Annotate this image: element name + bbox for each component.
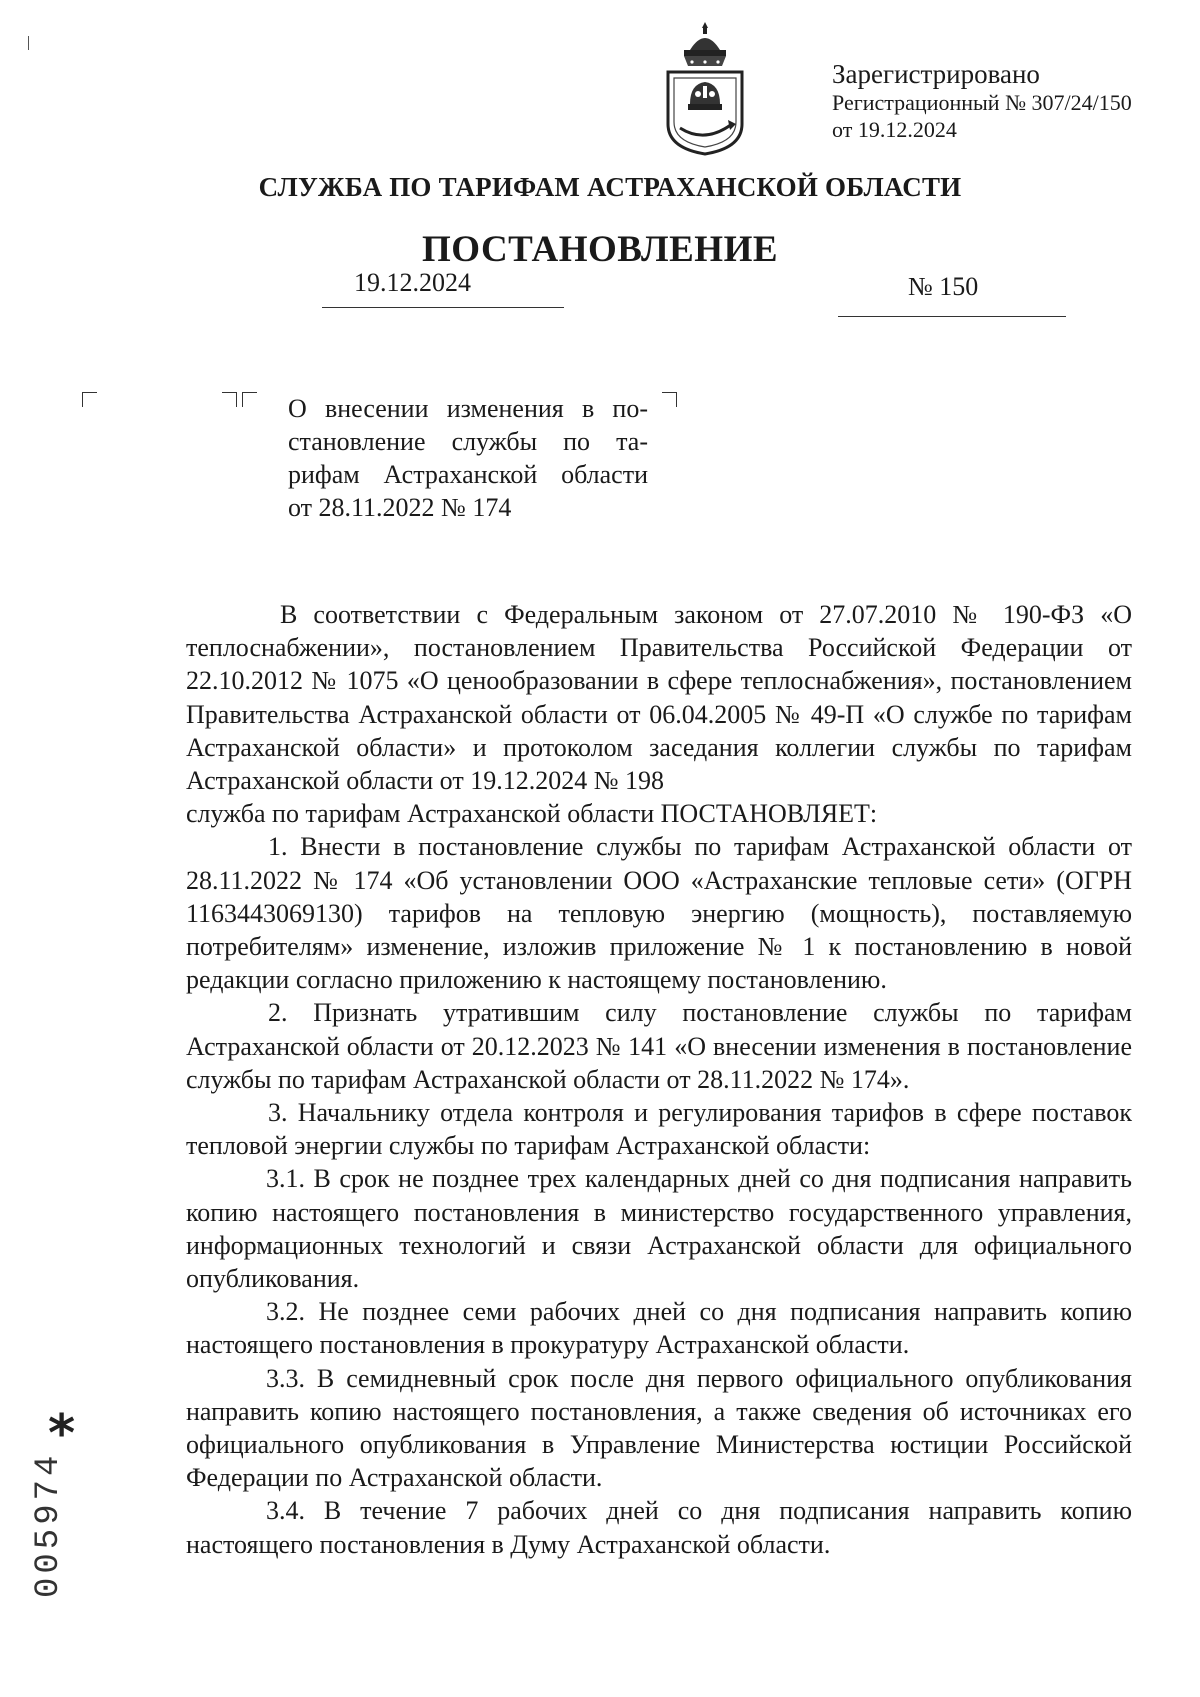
document-type: ПОСТАНОВЛЕНИЕ [421,229,779,270]
subject-line: О внесении изменения в по- [288,394,648,423]
subject-line: становление службы по та- [288,427,648,456]
registration-number: Регистрационный № 307/24/150 [832,90,1132,116]
preamble-paragraph: В соответствии с Федеральным законом от 27.07.2010 № 190-ФЗ «О теплоснабжении», постановлением Правительства Российской Федерации от 22.10.2012 № 1075 «О ценообразовании в сфере теплоснабжения», постановлением Правительства Астраханской области от 06.04.2005 № 49-П «О службе по тарифам Астраханской области» и протоколом заседания коллегии службы по тарифам Астраханской области от 19.12.2024 № 198 [186,600,1132,796]
coat-of-arms-icon [662,20,748,158]
item-1: 1. Внести в постановление службы по тарифам Астраханской области от 28.11.2022 № 174 «Об установлении ООО «Астраханские тепловые сети» (ОГРН 1163443069130) тарифов на тепловую энергию (мощность), поставляемую потребителям» изменение, изложив приложение № 1 к постановлению в новой редакции согласно приложению к настоящему постановлению. [186,832,1132,995]
item-3-3: 3.3. В семидневный срок после дня первого официального опубликования направить копию настоящего постановления, а также сведения об источниках его официального опубликования в Управление Министерства юстиции Российской Федерации по Астраханской области. [186,1363,1132,1493]
document-date: 19.12.2024 [354,268,471,297]
registration-date: от 19.12.2024 [832,116,957,142]
item-3-2: 3.2. Не позднее семи рабочих дней со дня подписания направить копию настоящего постановления в прокуратуру Астраханской области. [186,1297,1132,1360]
item-3-1: 3.1. В срок не позднее трех календарных дней со дня подписания направить копию настоящего постановления в министерство государственного управления, информационных технологий и связи Астраханской области для официального опубликования. [186,1164,1132,1294]
subject-line: рифам Астраханской области [288,460,648,489]
date-underline [322,307,564,308]
document-number: № 150 [908,272,979,301]
bracket-mark [242,392,257,407]
registration-title: Зарегистрировано [832,59,1040,89]
item-3: 3. Начальнику отдела контроля и регулирования тарифов в сфере поставок тепловой энергии службы по тарифам Астраханской области: [186,1098,1132,1161]
bracket-mark [82,392,97,407]
subject-line: от 28.11.2022 № 174 [288,493,512,522]
document-subject [288,392,648,524]
bracket-mark [222,392,237,407]
item-3-4: 3.4. В течение 7 рабочих дней со дня подписания направить копию настоящего постановления в Думу Астраханской области. [186,1496,1132,1559]
margin-code: 005974 [30,1451,68,1598]
document-body [186,598,1132,1561]
margin-asterisk: * [48,1404,76,1464]
agency-name: СЛУЖБА ПО ТАРИФАМ АСТРАХАНСКОЙ ОБЛАСТИ [258,172,962,202]
number-underline [838,316,1066,317]
resolves-line: служба по тарифам Астраханской области ПОСТАНОВЛЯЕТ: [186,799,878,829]
scan-mark [28,36,29,50]
bracket-mark [662,392,677,407]
item-2: 2. Признать утратившим силу постановление службы по тарифам Астраханской области от 20.12.2023 № 141 «О внесении изменения в постановление службы по тарифам Астраханской области от 28.11.2022 № 174». [186,998,1132,1094]
registration-stamp [832,58,1132,143]
